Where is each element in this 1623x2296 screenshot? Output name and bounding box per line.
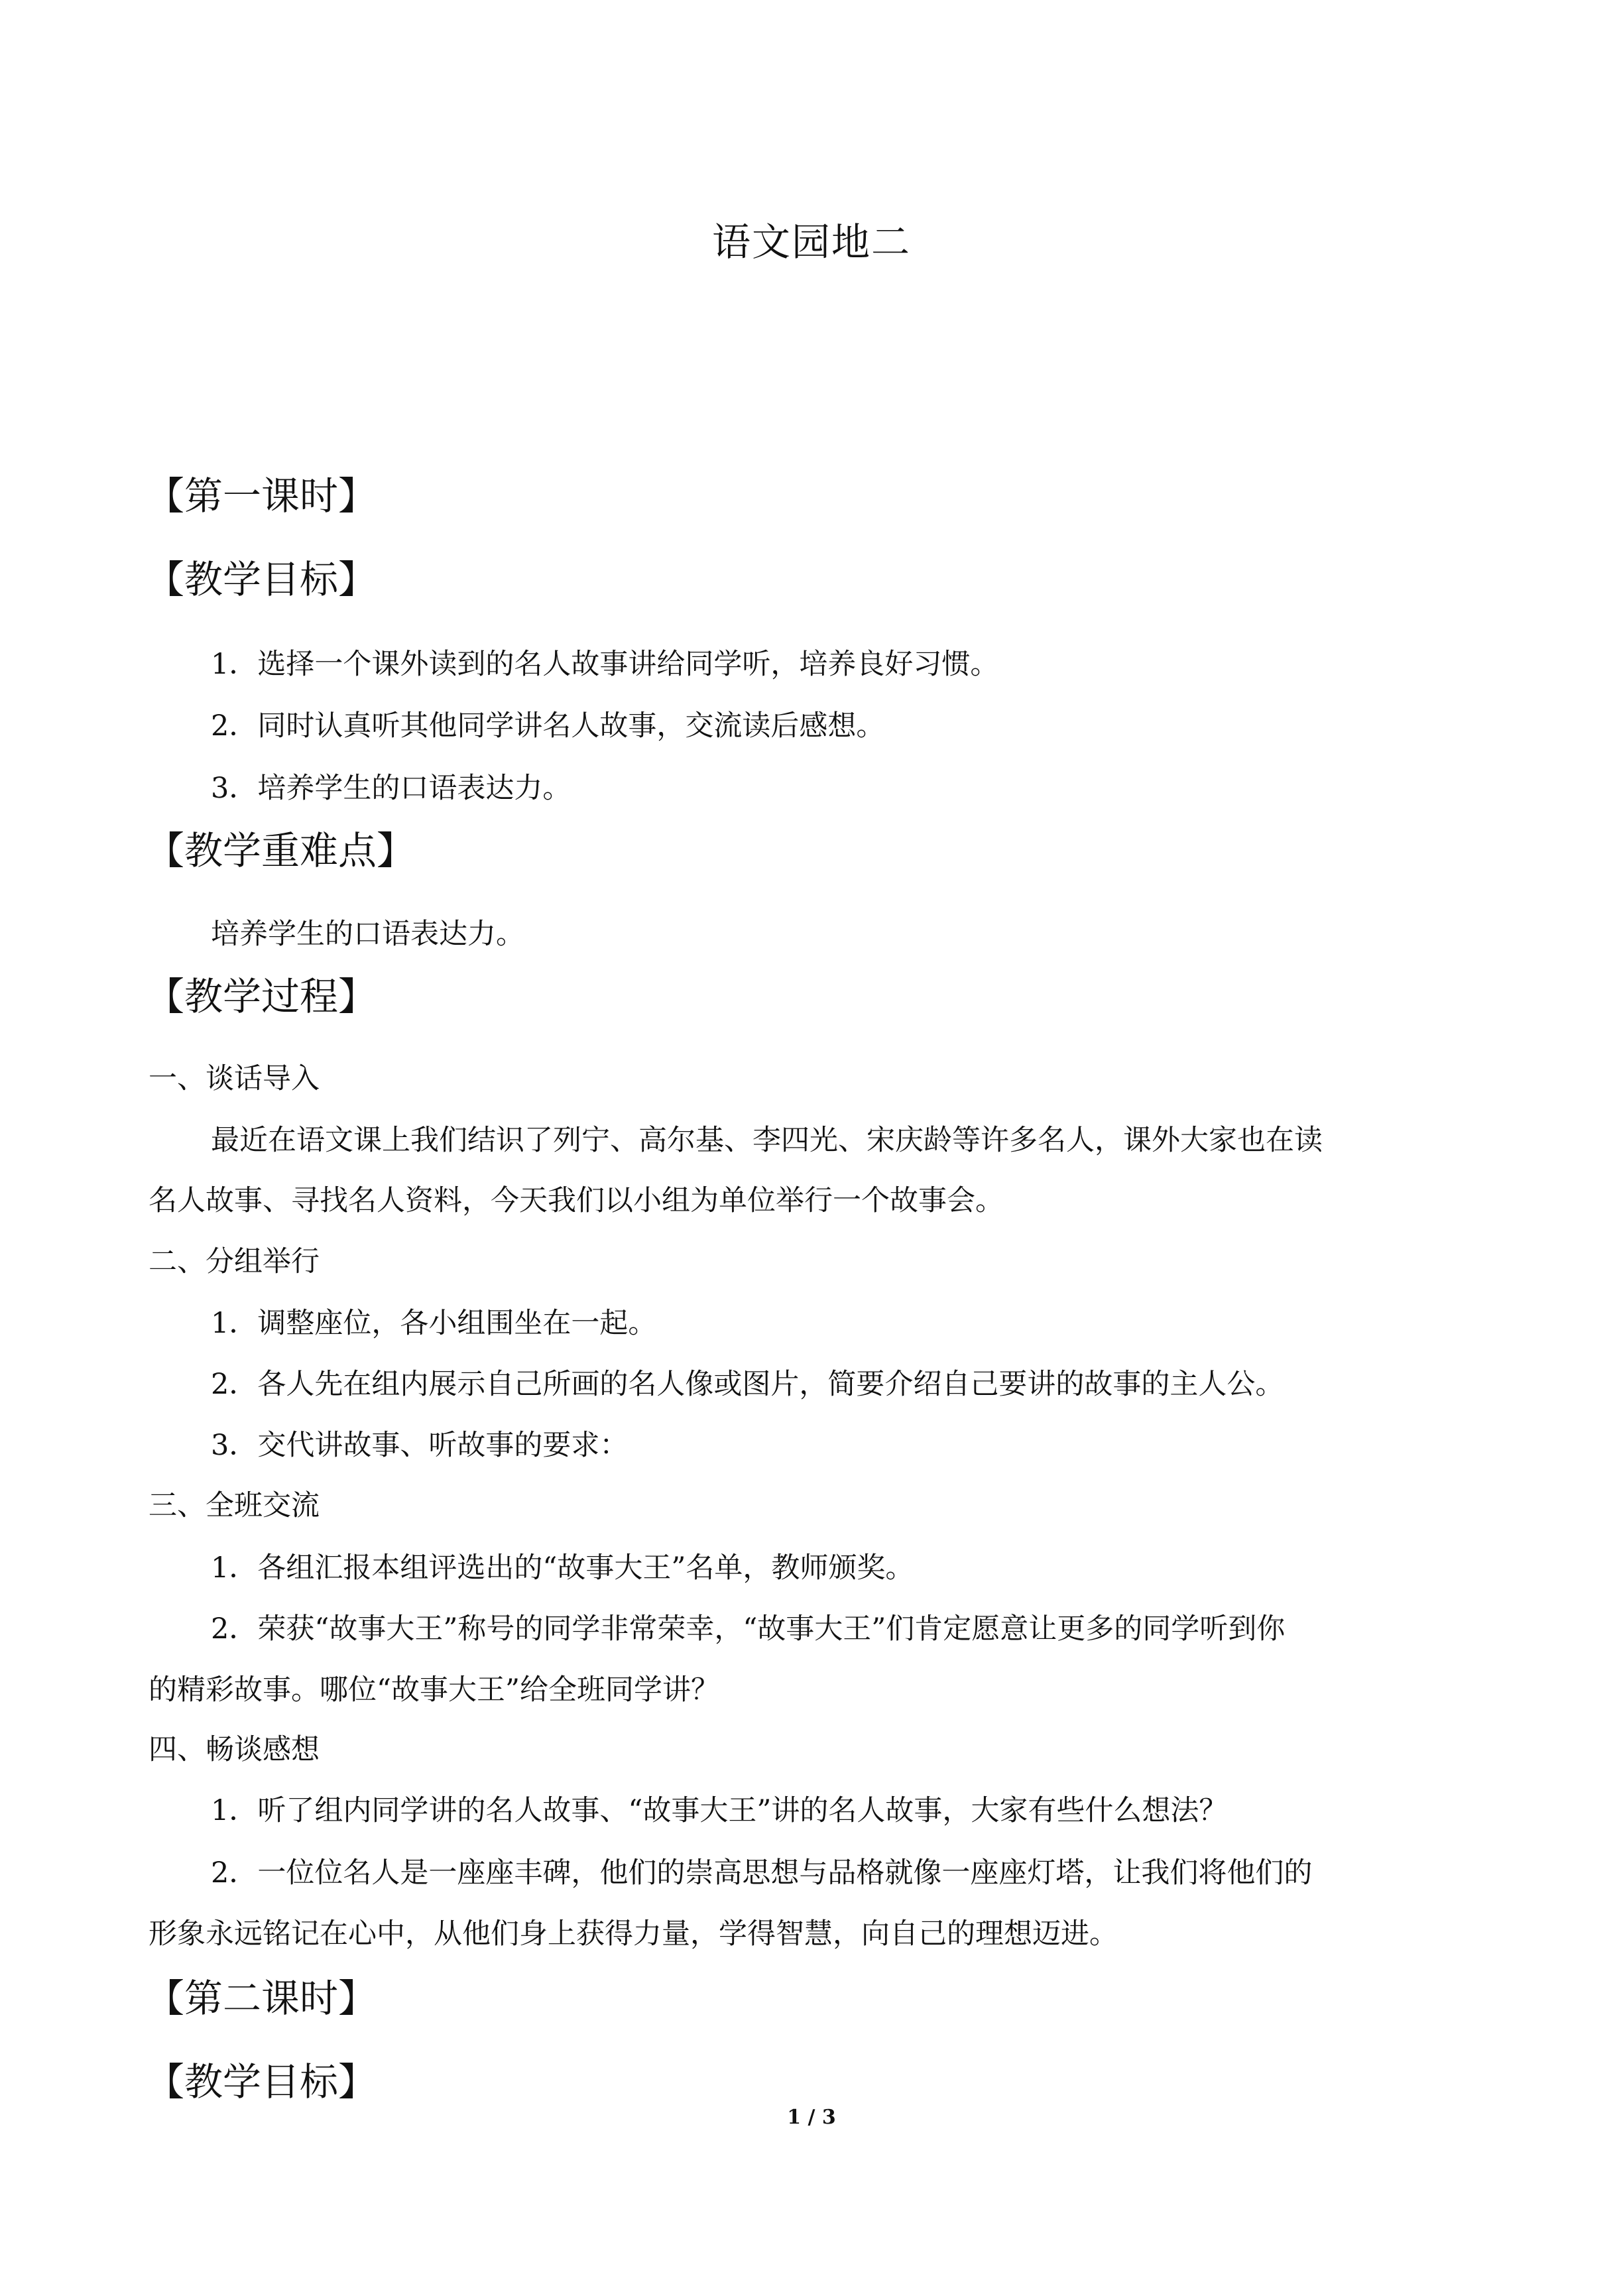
- heading-objectives-2: 【教学目标】: [146, 2059, 377, 2104]
- section-title: 一、谈话导入: [149, 1062, 320, 1095]
- list-item: 2．各人先在组内展示自己所画的名人像或图片，简要介绍自己要讲的故事的主人公。: [211, 1368, 1284, 1401]
- page-number: 1 / 3: [787, 2106, 836, 2129]
- section-title: 二、分组举行: [149, 1245, 320, 1278]
- objective-item: 1．选择一个课外读到的名人故事讲给同学听，培养良好习惯。: [211, 648, 999, 681]
- paragraph-line: 的精彩故事。哪位“故事大王”给全班同学讲？: [149, 1673, 719, 1707]
- section-title: 三、全班交流: [149, 1489, 320, 1522]
- paragraph-line: 最近在语文课上我们结识了列宁、高尔基、李四光、宋庆龄等许多名人，课外大家也在读: [211, 1124, 1323, 1157]
- list-item: 1．调整座位，各小组围坐在一起。: [211, 1307, 657, 1340]
- list-item: 3．交代讲故事、听故事的要求：: [211, 1429, 629, 1462]
- heading-teaching-process: 【教学过程】: [146, 974, 377, 1019]
- paragraph-line: 形象永远铭记在心中，从他们身上获得力量，学得智慧，向自己的理想迈进。: [149, 1917, 1118, 1951]
- list-item: 2．一位位名人是一座座丰碑，他们的崇高思想与品格就像一座座灯塔，让我们将他们的: [211, 1856, 1313, 1890]
- objective-item: 3．培养学生的口语表达力。: [211, 772, 571, 805]
- section-title: 四、畅谈感想: [149, 1733, 320, 1766]
- list-item: 1．各组汇报本组评选出的“故事大王”名单，教师颁奖。: [211, 1551, 914, 1585]
- heading-lesson-1: 【第一课时】: [146, 473, 377, 518]
- page-title: 语文园地二: [711, 219, 911, 265]
- list-item: 2．荣获“故事大王”称号的同学非常荣幸，“故事大王”们肯定愿意让更多的同学听到你: [211, 1612, 1286, 1646]
- key-point-text: 培养学生的口语表达力。: [211, 918, 524, 951]
- list-item: 1．听了组内同学讲的名人故事、“故事大王”讲的名人故事，大家有些什么想法？: [211, 1794, 1228, 1827]
- heading-lesson-2: 【第二课时】: [146, 1976, 377, 2021]
- objective-item: 2．同时认真听其他同学讲名人故事，交流读后感想。: [211, 709, 885, 743]
- heading-objectives-1: 【教学目标】: [146, 557, 377, 602]
- heading-key-points: 【教学重难点】: [146, 828, 416, 873]
- paragraph-line: 名人故事、寻找名人资料，今天我们以小组为单位举行一个故事会。: [149, 1184, 1004, 1217]
